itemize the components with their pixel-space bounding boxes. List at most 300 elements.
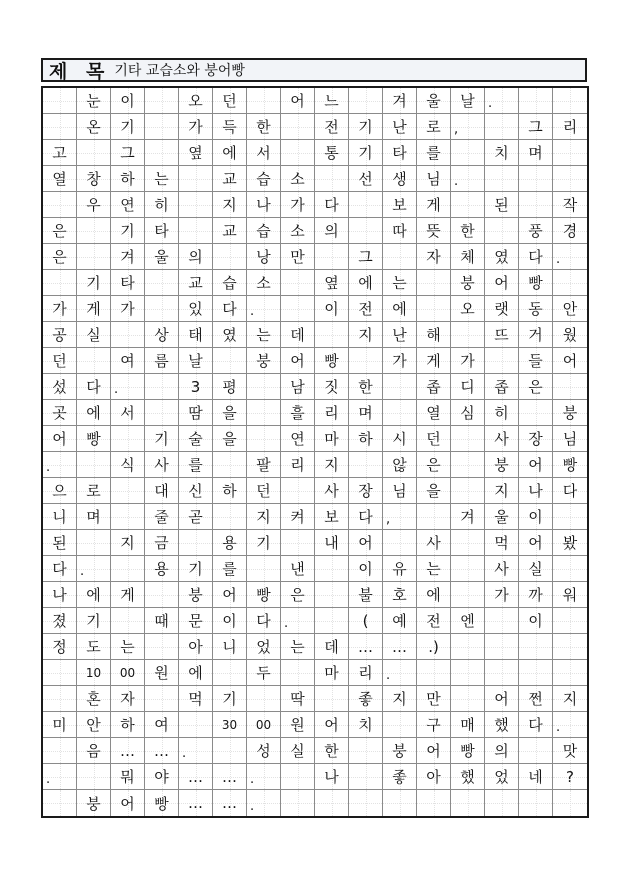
cell-char: 지 — [222, 196, 237, 214]
grid-cell — [485, 452, 519, 478]
grid-cell — [213, 738, 247, 764]
cell-char: ( — [362, 611, 369, 630]
cell-char: 하 — [120, 170, 135, 188]
cell-char: 다 — [256, 612, 271, 630]
grid-cell — [179, 582, 213, 608]
cell-char: 가 — [494, 586, 509, 604]
cell-char: 가 — [188, 118, 203, 136]
grid-cell — [281, 738, 315, 764]
grid-cell — [485, 686, 519, 712]
grid-cell — [519, 738, 553, 764]
grid-cell — [247, 166, 281, 192]
grid-cell — [247, 296, 281, 322]
cell-char: . — [80, 564, 85, 579]
cell-char: 나 — [528, 482, 543, 500]
grid-cell — [179, 660, 213, 686]
grid-cell — [349, 556, 383, 582]
cell-char: 장 — [528, 430, 543, 448]
grid-cell — [451, 296, 485, 322]
cell-char: 어 — [494, 274, 509, 292]
grid-cell — [247, 426, 281, 452]
cell-char: 난 — [392, 118, 407, 136]
grid-cell — [417, 634, 451, 660]
cell-char: 게 — [426, 352, 441, 370]
grid-cell — [145, 296, 179, 322]
cell-char: 붕 — [494, 456, 509, 474]
grid-cell — [213, 400, 247, 426]
cell-char: 해 — [426, 326, 441, 344]
cell-char: 히 — [494, 404, 509, 422]
cell-char: 기 — [188, 560, 203, 578]
cell-char: 을 — [222, 430, 237, 448]
grid-cell — [383, 140, 417, 166]
grid-cell — [349, 504, 383, 530]
cell-char: … — [188, 767, 203, 786]
cell-char: 00 — [255, 717, 272, 732]
cell-char: 풍 — [528, 222, 543, 240]
cell-char: 득 — [222, 118, 237, 136]
cell-char: 나 — [256, 196, 271, 214]
grid-cell — [417, 478, 451, 504]
grid-cell — [315, 296, 349, 322]
grid-cell — [145, 426, 179, 452]
cell-char: 쩐 — [528, 690, 543, 708]
grid-cell — [451, 192, 485, 218]
cell-char: 어 — [528, 456, 543, 474]
grid-cell — [553, 712, 587, 738]
grid-cell — [417, 218, 451, 244]
cell-char: 니 — [52, 508, 67, 526]
grid-cell — [179, 426, 213, 452]
grid-cell — [553, 270, 587, 296]
grid-cell — [247, 556, 281, 582]
grid-cell — [247, 686, 281, 712]
grid-cell — [349, 88, 383, 114]
grid-cell — [315, 582, 349, 608]
grid-cell — [179, 244, 213, 270]
grid-cell — [281, 322, 315, 348]
grid-cell — [485, 504, 519, 530]
grid-cell — [383, 452, 417, 478]
cell-char: 체 — [460, 248, 475, 266]
grid-cell — [43, 374, 77, 400]
cell-char: . — [250, 799, 255, 814]
cell-char: 는 — [120, 638, 135, 656]
cell-char: 교 — [222, 222, 237, 240]
grid-cell — [179, 504, 213, 530]
grid-cell — [417, 582, 451, 608]
grid-cell — [383, 374, 417, 400]
grid-cell — [111, 218, 145, 244]
cell-char: 어 — [426, 742, 441, 760]
grid-cell — [451, 218, 485, 244]
cell-char: 아 — [426, 768, 441, 786]
grid-cell — [179, 88, 213, 114]
grid-cell — [281, 270, 315, 296]
cell-char: 딱 — [290, 690, 305, 708]
cell-char: 에 — [392, 300, 407, 318]
cell-char: 어 — [290, 92, 305, 110]
grid-cell — [111, 374, 145, 400]
cell-char: 였 — [494, 248, 509, 266]
grid-cell — [519, 400, 553, 426]
grid-cell — [77, 218, 111, 244]
grid-cell — [281, 114, 315, 140]
grid-cell — [383, 738, 417, 764]
cell-char: 나 — [324, 768, 339, 786]
cell-char: 눈 — [86, 92, 101, 110]
grid-cell — [485, 712, 519, 738]
cell-char: 소 — [290, 222, 305, 240]
grid-cell — [247, 114, 281, 140]
grid-cell — [179, 790, 213, 816]
grid-cell — [349, 712, 383, 738]
cell-char: … — [358, 637, 373, 656]
cell-char: 다 — [562, 482, 578, 500]
grid-cell — [451, 608, 485, 634]
grid-cell — [247, 452, 281, 478]
grid-cell — [145, 608, 179, 634]
grid-cell — [77, 88, 111, 114]
grid-cell — [519, 322, 553, 348]
cell-char: 의 — [324, 222, 339, 240]
cell-char: 붕 — [392, 742, 407, 760]
grid-cell — [383, 608, 417, 634]
cell-char: 전 — [358, 300, 373, 318]
cell-char: 습 — [256, 170, 271, 188]
cell-char: 빵 — [460, 742, 475, 760]
grid-cell — [519, 634, 553, 660]
cell-char: 평 — [222, 378, 237, 396]
grid-cell — [213, 634, 247, 660]
cell-char: 어 — [494, 690, 509, 708]
grid-cell — [213, 166, 247, 192]
cell-char: 낸 — [290, 560, 305, 578]
grid-cell — [383, 114, 417, 140]
cell-char: . — [182, 746, 187, 761]
cell-char: 며 — [86, 508, 101, 526]
grid-cell — [77, 192, 111, 218]
grid-cell — [519, 712, 553, 738]
grid-cell — [485, 764, 519, 790]
grid-cell — [145, 738, 179, 764]
grid-cell — [451, 374, 485, 400]
cell-char: 여 — [120, 352, 135, 370]
grid-cell — [451, 582, 485, 608]
cell-char: 붕 — [256, 352, 271, 370]
grid-cell — [519, 556, 553, 582]
cell-char: 교 — [188, 274, 203, 292]
grid-cell — [451, 88, 485, 114]
grid-cell — [281, 634, 315, 660]
grid-cell — [111, 192, 145, 218]
grid-cell — [485, 608, 519, 634]
grid-cell — [111, 140, 145, 166]
grid-cell — [417, 374, 451, 400]
grid-cell — [485, 790, 519, 816]
grid-cell — [383, 686, 417, 712]
grid-cell — [315, 608, 349, 634]
grid-cell — [519, 426, 553, 452]
cell-char: 오 — [460, 300, 475, 318]
grid-cell — [281, 478, 315, 504]
cell-char: 옆 — [324, 274, 339, 292]
grid-cell — [145, 244, 179, 270]
grid-cell — [349, 374, 383, 400]
cell-char: 신 — [188, 482, 203, 500]
grid-cell — [417, 738, 451, 764]
cell-char: … — [222, 794, 237, 812]
grid-cell — [417, 660, 451, 686]
grid-cell — [349, 322, 383, 348]
grid-cell — [213, 504, 247, 530]
grid-cell — [281, 192, 315, 218]
grid-cell — [77, 114, 111, 140]
grid-cell — [519, 166, 553, 192]
cell-char: 히 — [154, 196, 169, 214]
grid-cell — [179, 322, 213, 348]
grid-cell — [485, 556, 519, 582]
grid-cell — [553, 140, 587, 166]
grid-cell — [383, 556, 417, 582]
grid-cell — [553, 218, 587, 244]
grid-cell — [111, 582, 145, 608]
cell-char: 게 — [86, 300, 101, 318]
grid-cell — [383, 764, 417, 790]
grid-cell — [451, 764, 485, 790]
cell-char: 기 — [358, 144, 373, 162]
cell-char: 하 — [120, 716, 135, 734]
grid-cell — [77, 634, 111, 660]
cell-char: 울 — [494, 508, 509, 526]
grid-cell — [145, 634, 179, 660]
cell-char: 울 — [154, 248, 169, 266]
cell-char: 보 — [392, 196, 407, 214]
grid-cell — [43, 166, 77, 192]
cell-char: 다 — [86, 378, 101, 396]
cell-char: 구 — [426, 716, 441, 734]
grid-cell — [383, 790, 417, 816]
cell-char: 그 — [528, 118, 543, 136]
grid-cell — [43, 140, 77, 166]
grid-cell — [553, 660, 587, 686]
grid-cell — [43, 608, 77, 634]
grid-cell — [111, 296, 145, 322]
grid-cell — [349, 348, 383, 374]
cell-char: 습 — [222, 274, 237, 292]
cell-char: 는 — [392, 274, 407, 292]
cell-char: . — [488, 96, 493, 111]
cell-char: 한 — [460, 222, 475, 240]
grid-cell — [451, 348, 485, 374]
grid-cell — [43, 322, 77, 348]
cell-char: . — [250, 772, 255, 787]
grid-cell — [451, 114, 485, 140]
grid-cell — [315, 114, 349, 140]
grid-cell — [553, 114, 587, 140]
grid-cell — [519, 114, 553, 140]
grid-cell — [383, 530, 417, 556]
cell-char: 가 — [392, 352, 407, 370]
cell-char: 디 — [460, 378, 475, 396]
grid-cell — [247, 478, 281, 504]
cell-char: 다 — [52, 560, 67, 578]
cell-char: 은 — [52, 222, 67, 240]
grid-cell — [383, 660, 417, 686]
grid-cell — [247, 504, 281, 530]
grid-cell — [519, 192, 553, 218]
grid-cell — [281, 400, 315, 426]
cell-char: . — [46, 772, 51, 787]
grid-cell — [519, 790, 553, 816]
grid-cell — [77, 608, 111, 634]
cell-char: 소 — [256, 274, 271, 292]
grid-cell — [77, 270, 111, 296]
cell-char: 빵 — [86, 430, 101, 448]
grid-cell — [179, 374, 213, 400]
grid-cell — [349, 166, 383, 192]
cell-char: 10 — [85, 665, 102, 680]
grid-cell — [281, 374, 315, 400]
grid-cell — [247, 192, 281, 218]
cell-char: 던 — [256, 482, 271, 500]
grid-cell — [553, 764, 587, 790]
grid-cell — [349, 270, 383, 296]
cell-char: 먹 — [494, 534, 509, 552]
cell-char: 는 — [426, 560, 441, 578]
grid-cell — [43, 738, 77, 764]
cell-char: … — [154, 741, 169, 760]
grid-cell — [77, 530, 111, 556]
grid-cell — [451, 556, 485, 582]
grid-cell — [383, 582, 417, 608]
grid-cell — [145, 686, 179, 712]
cell-char: 타 — [120, 274, 135, 292]
cell-char: . — [284, 616, 289, 631]
grid-cell — [179, 478, 213, 504]
grid-cell — [213, 712, 247, 738]
cell-char: 리 — [562, 118, 578, 136]
cell-char: 붕 — [86, 794, 101, 813]
cell-char: 실 — [528, 560, 543, 578]
grid-cell — [111, 686, 145, 712]
title-label: 제 목 — [49, 60, 111, 83]
grid-cell — [281, 556, 315, 582]
grid-cell — [145, 504, 179, 530]
cell-char: 생 — [392, 170, 407, 188]
grid-cell — [179, 686, 213, 712]
grid-cell — [485, 426, 519, 452]
grid-cell — [383, 348, 417, 374]
cell-char: . — [386, 668, 391, 683]
grid-cell — [315, 88, 349, 114]
grid-cell — [553, 296, 587, 322]
cell-char: 날 — [460, 92, 475, 110]
cell-char: 실 — [86, 326, 101, 344]
grid-cell — [213, 582, 247, 608]
cell-char: 로 — [86, 482, 101, 500]
cell-char: 서 — [120, 404, 135, 422]
cell-char: 두 — [256, 664, 271, 682]
grid-cell — [553, 166, 587, 192]
grid-cell — [145, 348, 179, 374]
cell-char: 기 — [222, 690, 237, 708]
grid-cell — [213, 556, 247, 582]
grid-cell — [349, 140, 383, 166]
grid-cell — [145, 556, 179, 582]
cell-char: 아 — [188, 638, 203, 656]
grid-cell — [383, 192, 417, 218]
cell-char: 였 — [222, 326, 237, 344]
cell-char: 며 — [358, 404, 373, 422]
grid-cell — [43, 504, 77, 530]
grid-cell — [349, 296, 383, 322]
cell-char: 겨 — [460, 508, 475, 526]
cell-char: 했 — [460, 768, 475, 786]
grid-cell — [281, 166, 315, 192]
grid-cell — [553, 348, 587, 374]
cell-char: 한 — [256, 118, 271, 136]
cell-char: 지 — [324, 456, 339, 474]
grid-cell — [77, 478, 111, 504]
grid-cell — [519, 452, 553, 478]
grid-cell — [315, 738, 349, 764]
grid-cell — [179, 192, 213, 218]
cell-char: 까 — [528, 586, 543, 604]
grid-cell — [451, 166, 485, 192]
cell-char: 타 — [392, 144, 407, 162]
grid-cell — [145, 270, 179, 296]
cell-char: 뜻 — [426, 222, 441, 240]
cell-char: 이 — [324, 300, 339, 318]
grid-cell — [247, 608, 281, 634]
cell-char: 마 — [324, 664, 339, 682]
grid-cell — [247, 712, 281, 738]
grid-cell — [553, 452, 587, 478]
grid-cell — [179, 140, 213, 166]
grid-cell — [349, 790, 383, 816]
grid-cell — [145, 322, 179, 348]
grid-cell — [111, 764, 145, 790]
grid-cell — [451, 270, 485, 296]
cell-char: 여 — [154, 716, 169, 734]
cell-char: 식 — [120, 456, 135, 474]
grid-cell — [77, 140, 111, 166]
cell-char: 웠 — [562, 326, 578, 344]
cell-char: 는 — [256, 326, 271, 344]
cell-char: 한 — [358, 378, 373, 396]
grid-cell — [77, 556, 111, 582]
grid-cell — [417, 192, 451, 218]
cell-char: 기 — [154, 430, 169, 448]
grid-cell — [485, 192, 519, 218]
grid-cell — [43, 270, 77, 296]
cell-char: 좋 — [358, 690, 373, 708]
grid-cell — [111, 738, 145, 764]
grid-cell — [43, 192, 77, 218]
cell-char: 사 — [426, 534, 441, 552]
grid-cell — [451, 712, 485, 738]
cell-char: 의 — [188, 248, 203, 266]
cell-char: 네 — [528, 768, 543, 786]
cell-char: 는 — [290, 638, 305, 656]
cell-char: … — [120, 741, 135, 760]
grid-cell — [553, 88, 587, 114]
cell-char: 어 — [120, 794, 135, 813]
cell-char: 기 — [120, 118, 135, 136]
grid-cell — [213, 530, 247, 556]
cell-char: 교 — [222, 170, 237, 188]
